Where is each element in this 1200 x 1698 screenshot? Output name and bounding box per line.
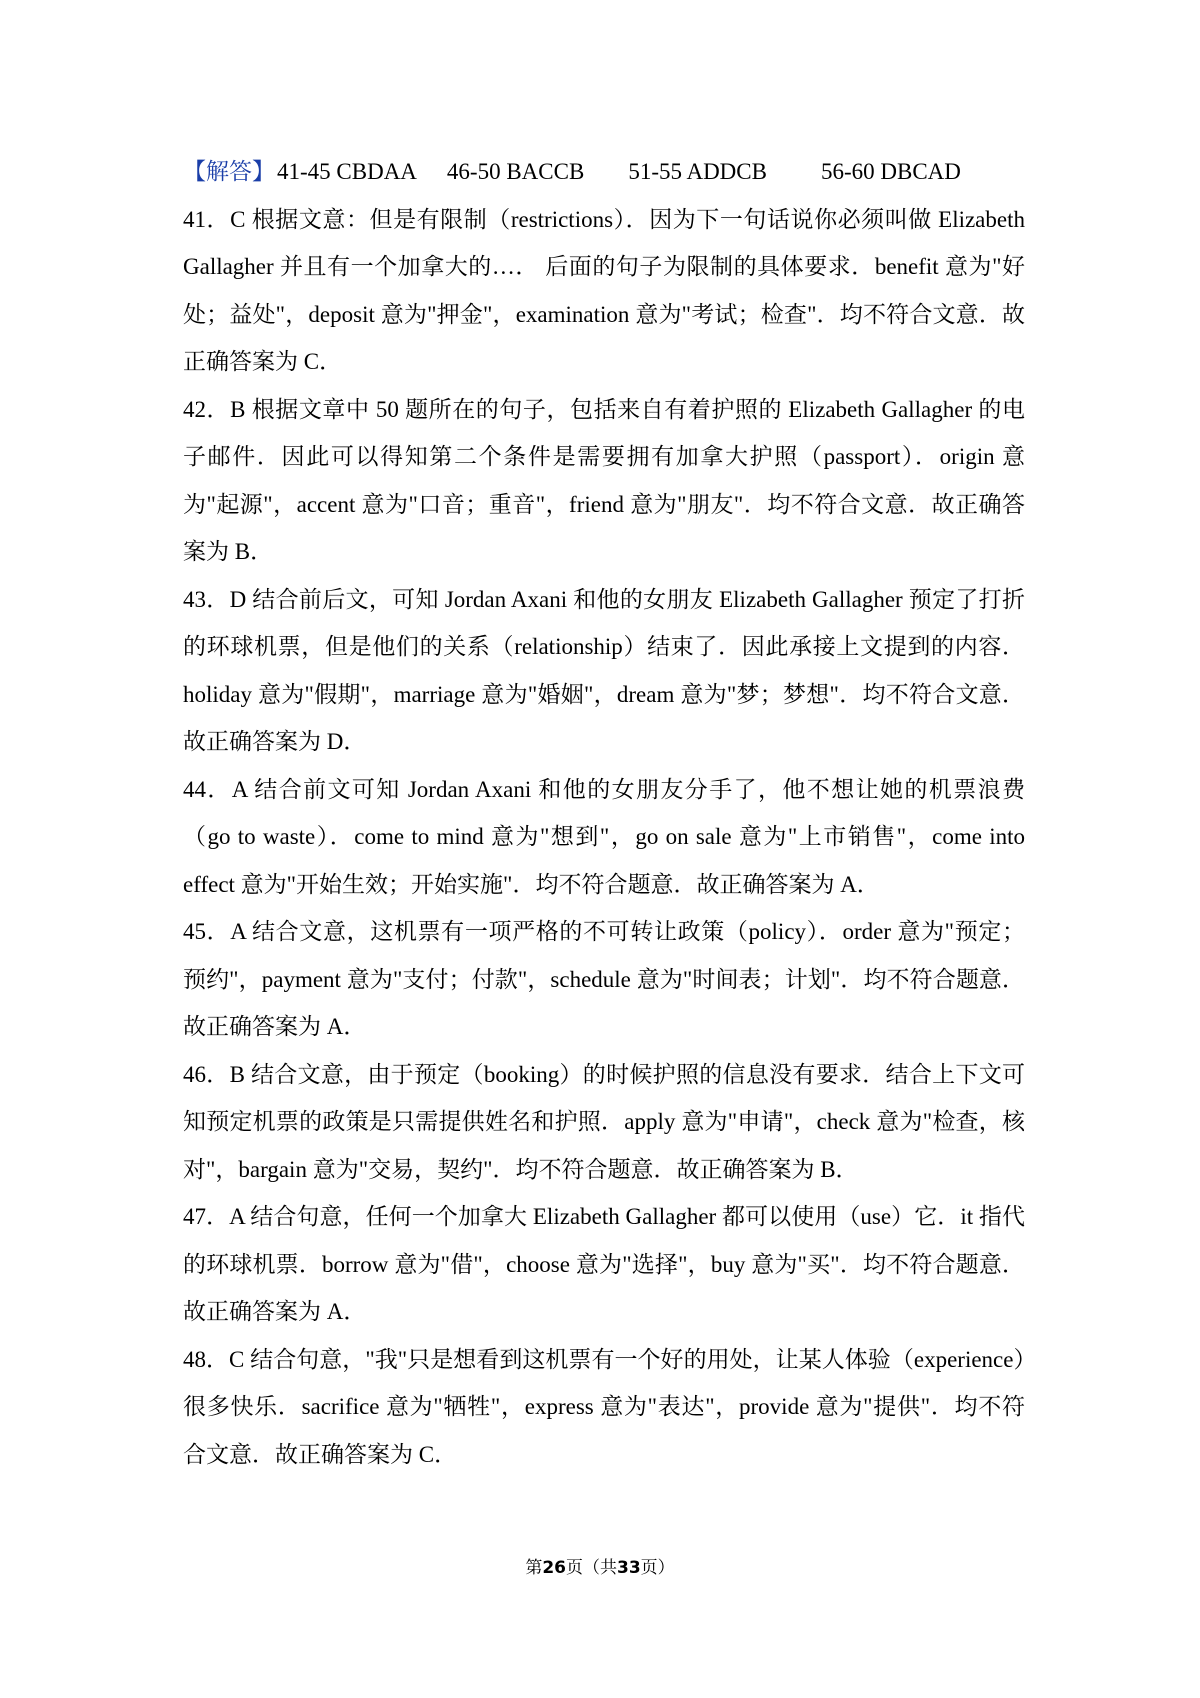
footer-middle: 页（共 xyxy=(566,1558,617,1578)
footer-prefix: 第 xyxy=(525,1558,543,1578)
explanation-47: 47．A 结合句意，任何一个加拿大 Elizabeth Gallagher 都可以使用（use）它．it 指代的环球机票．borrow 意为"借"，choose 意为"选择"，buy 意为"买"．均不符合题意．故正确答案为 A． xyxy=(183,1204,1025,1324)
total-pages-number: 33 xyxy=(617,1558,641,1578)
answer-key-line xyxy=(183,148,1025,196)
explanation-42: 42．B 根据文章中 50 题所在的句子，包括来自有着护照的 Elizabeth Gallagher 的电子邮件．因此可以得知第二个条件是需要拥有加拿大护照（passport）．origin 意为"起源"，accent 意为"口音；重音"，friend 意为"朋友"．均不符合文意．故正确答案为 B． xyxy=(183,396,1025,564)
page-footer xyxy=(0,1553,1200,1578)
explanation-43: 43．D 结合前后文，可知 Jordan Axani 和他的女朋友 Elizabeth Gallagher 预定了打折的环球机票，但是他们的关系（relationship）结束了．因此承接上文提到的内容．holiday 意为"假期"，marriage 意为"婚姻"，dream 意为"梦；梦想"．均不符合文意．故正确答案为 D． xyxy=(183,586,1025,754)
explanation-41: 41．C 根据文意：但是有限制（restrictions）．因为下一句话说你必须叫做 Elizabeth Gallagher 并且有一个加拿大的…． 后面的句子为限制的具体要求．benefit 意为"好处；益处"，deposit 意为"押金"，examination 意为"考试；检查"．均不符合文意．故正确答案为 C． xyxy=(183,206,1025,374)
footer-suffix: 页） xyxy=(640,1558,675,1578)
answer-group-41-45: 41-45 CBDAA xyxy=(277,159,417,184)
explanation-46: 46．B 结合文意，由于预定（booking）的时候护照的信息没有要求．结合上下文可知预定机票的政策是只需提供姓名和护照．apply 意为"申请"，check 意为"检查，核对"，bargain 意为"交易，契约"．均不符合题意．故正确答案为 B． xyxy=(183,1061,1025,1182)
answer-group-51-55: 51-55 ADDCB xyxy=(628,159,767,184)
explanation-48: 48．C 结合句意，"我"只是想看到这机票有一个好的用处，让某人体验（experience）很多快乐．sacrifice 意为"牺牲"，express 意为"表达"，provide 意为"提供"．均不符合文意．故正确答案为 C． xyxy=(183,1346,1025,1467)
current-page-number: 26 xyxy=(542,1558,566,1578)
answer-group-46-50: 46-50 BACCB xyxy=(446,159,585,184)
explanation-44: 44．A 结合前文可知 Jordan Axani 和他的女朋友分手了，他不想让她的机票浪费（go to waste）．come to mind 意为"想到"，go on sale 意为"上市销售"，come into effect 意为"开始生效；开始实施"．均不符合题意．故正确答案为 A． xyxy=(183,776,1025,897)
explanation-45: 45．A 结合文意，这机票有一项严格的不可转让政策（policy）．order 意为"预定；预约"，payment 意为"支付；付款"，schedule 意为"时间表；计划"．均不符合题意．故正确答案为 A． xyxy=(183,919,1025,1039)
answer-explanations xyxy=(183,148,1025,1478)
answer-group-56-60: 56-60 DBCAD xyxy=(820,159,961,184)
answer-tag: 【解答】 xyxy=(183,159,275,184)
